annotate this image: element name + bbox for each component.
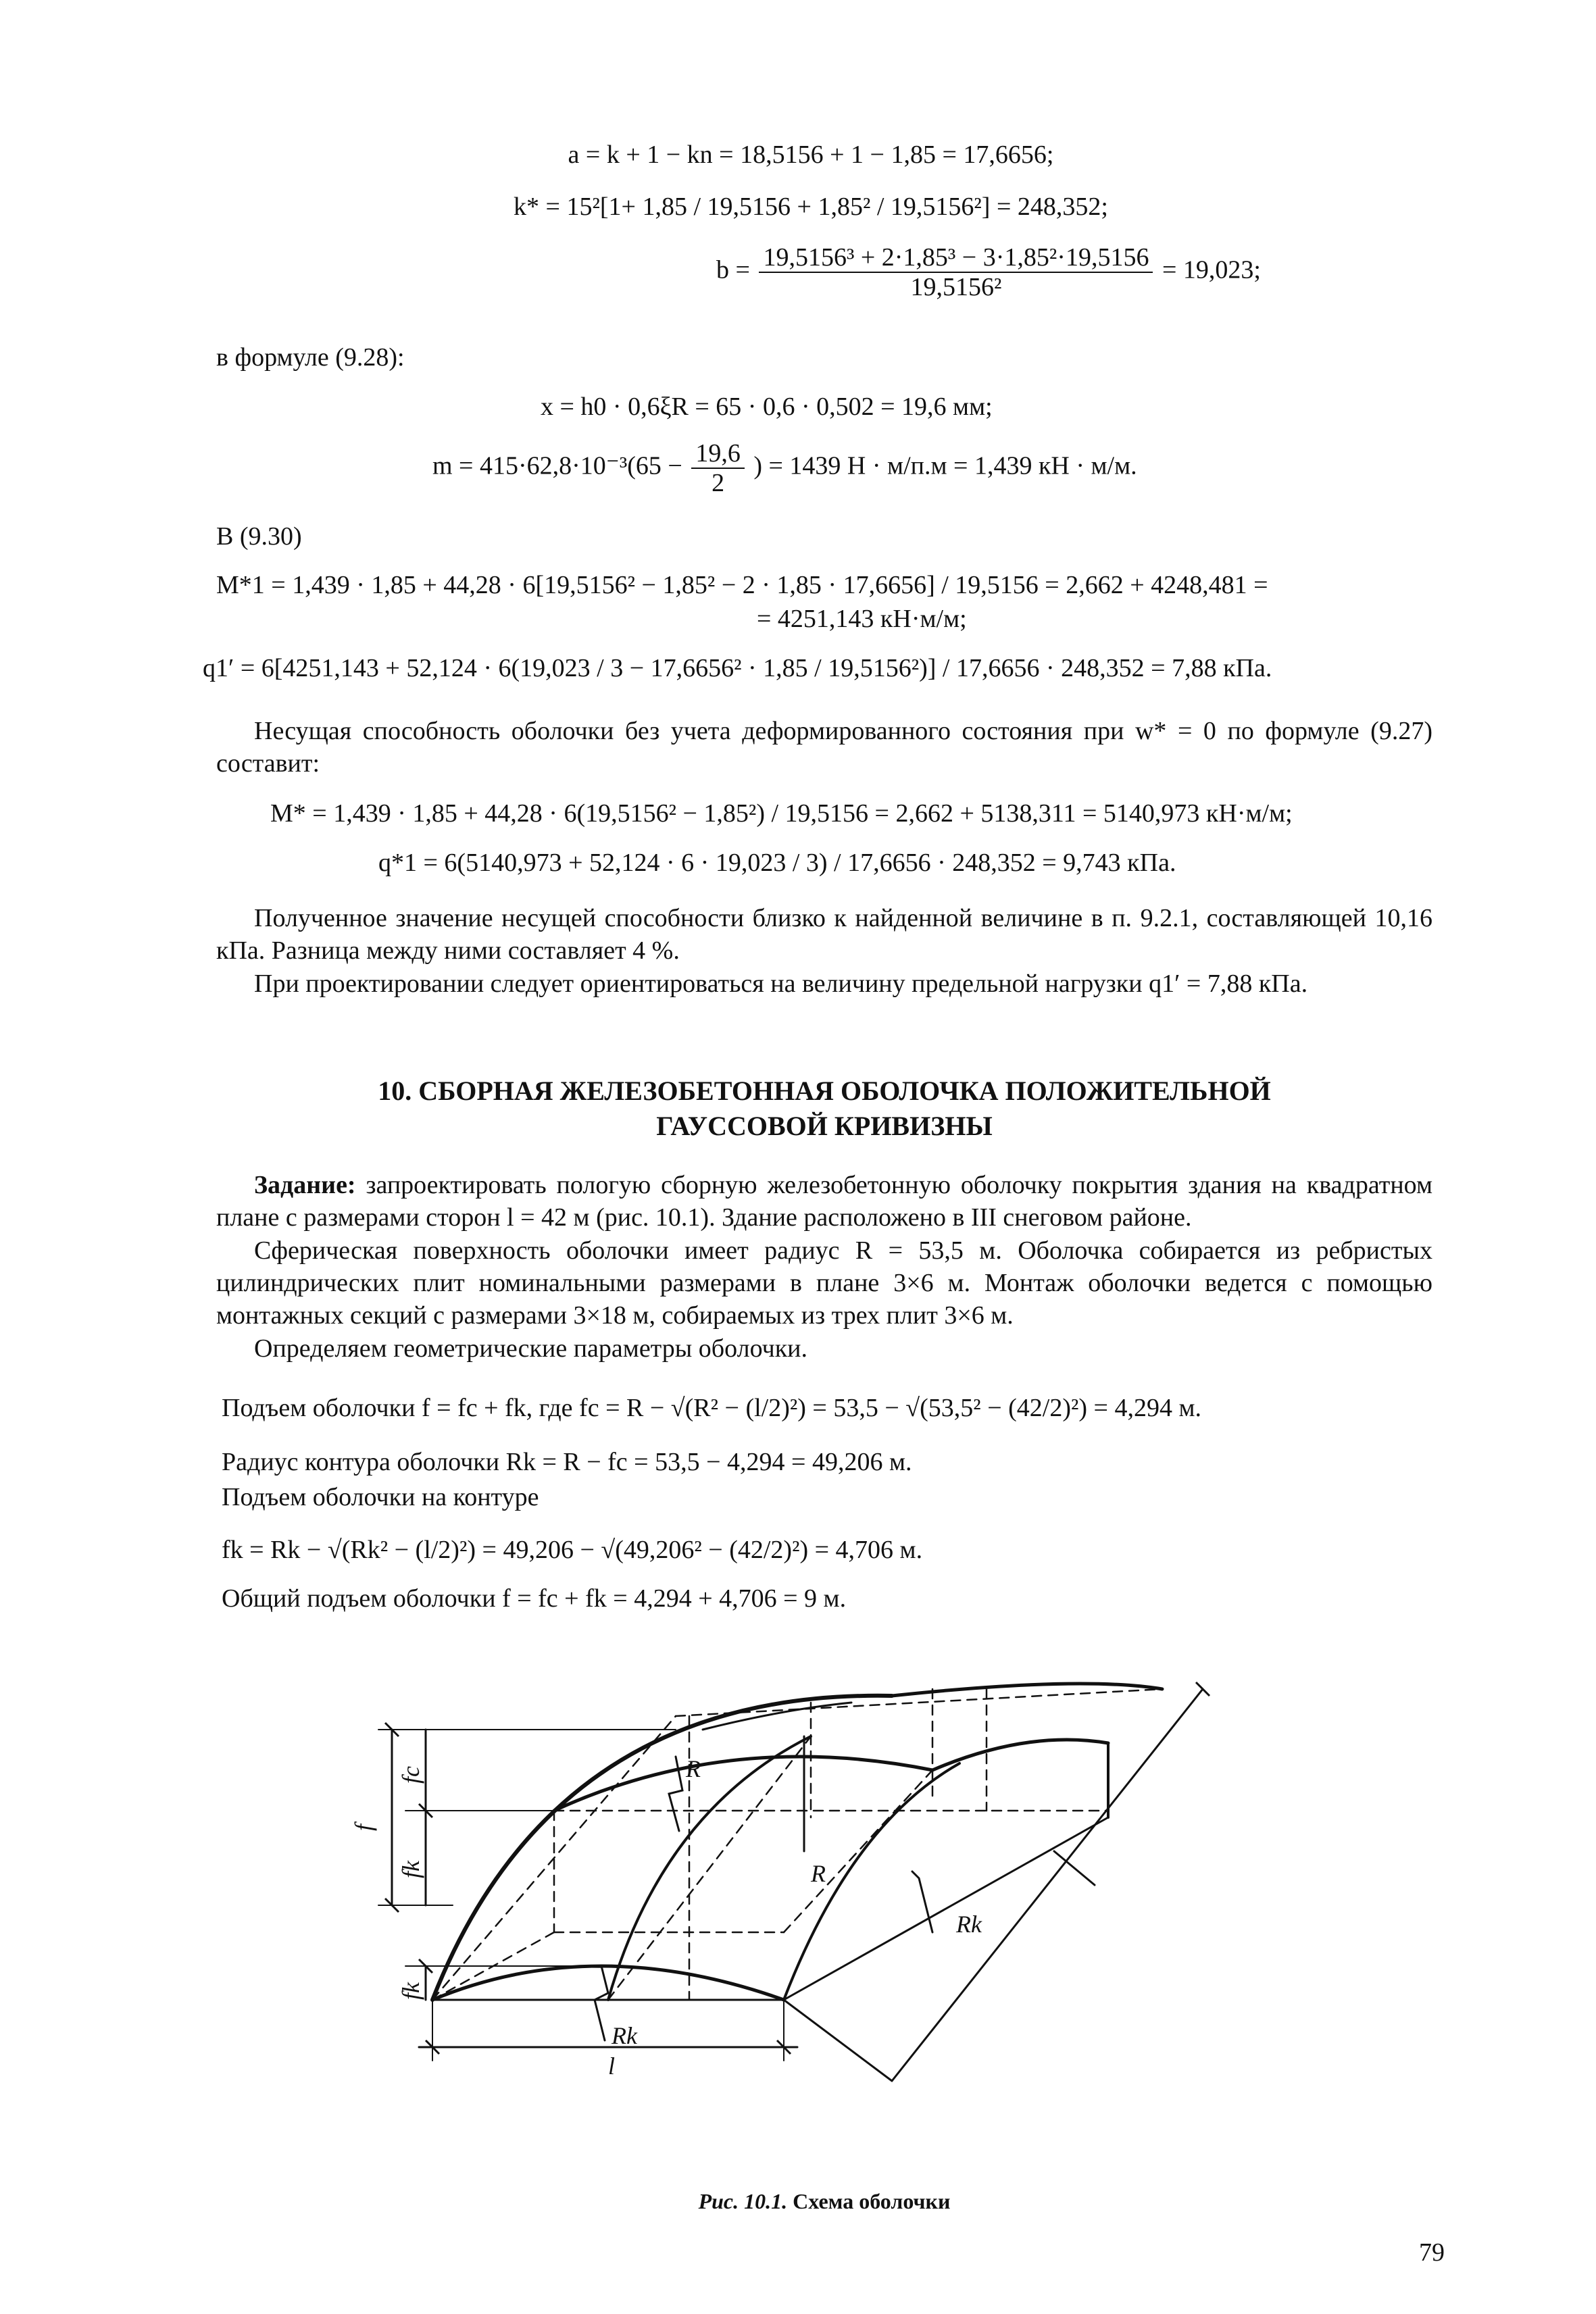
equation-m-numerator: 19,6 [691,439,745,469]
equation-fk: fk = Rk − √(Rk² − (l/2)²) = 49,206 − √(49,206² − (42/2)²) = 4,706 м. [222,1536,923,1564]
label-Rk-bottom: Rk [612,2022,637,2049]
paragraph-result: Полученное значение несущей способности близко к найденной величине в п. 9.2.1, составляющей 10,16 кПа. Разница между ними составляет 4 %. [216,904,1432,965]
equation-b-denominator: 19,5156² [910,273,1002,301]
label-l: l [608,2053,616,2080]
equation-fc: Подъем оболочки f = fc + fk, где fc = R − √(R² − (l/2)²) = 53,5 − √(53,5² − (42/2)²) = 4,294 м. [222,1394,1202,1422]
label-fk-left: fk [397,1861,424,1878]
line-contour-rise: Подъем оболочки на контуре [222,1483,539,1511]
label-R-middle: R [811,1860,826,1887]
shell-bottom-arch [432,1966,784,2000]
figure-caption-text: Схема оболочки [787,2189,951,2213]
shell-scheme-figure [350,1649,1257,2175]
paragraph-task [216,1169,1432,1234]
equation-b: b = $\frac{\text{19,5156³ + 2·1,85³ − 3·1,85²·19,5156}}{\text{19,5156²}}$ = 19,023; [716,243,1261,301]
equation-qstar: q*1 = 6(5140,973 + 52,124 · 6 · 19,023 / 3) / 17,6656 · 248,352 = 9,743 кПа. [378,849,1176,877]
equation-Mstar: M* = 1,439 · 1,85 + 44,28 · 6(19,5156² − 1,85²) / 19,5156 = 2,662 + 5138,311 = 5140,973 кН·м/м; [270,799,1293,828]
label-R-top: R [686,1755,701,1782]
equation-m: m = 415·62,8·10⁻³(65 − $\frac{19,6}{2}$ ) = 1439 Н · м/п.м = 1,439 кН · м/м. [432,439,1137,497]
page-number: 79 [1419,2238,1445,2267]
task-label: Задание: [254,1171,356,1199]
label-f: f [350,1823,377,1831]
figure-caption-number: Рис. 10.1. [698,2189,788,2213]
paragraph-design: При проектировании следует ориентироваться на величину предельной нагрузки q1′ = 7,88 кПа. [254,970,1308,998]
equation-x: x = h0 · 0,6ξR = 65 · 0,6 · 0,502 = 19,6 мм; [541,393,993,421]
label-fk-bottom: fk [397,1982,424,2000]
figure-caption [216,2188,1432,2215]
paragraph-geometry: Определяем геометрические параметры оболочки. [254,1334,808,1363]
equation-kstar: k* = 15²[1+ 1,85 / 19,5156 + 1,85² / 19,5156²] = 248,352; [514,193,1108,221]
equation-m-denominator: 2 [712,469,725,497]
section-heading-line1: 10. СБОРНАЯ ЖЕЛЕЗОБЕТОННАЯ ОБОЛОЧКА ПОЛОЖИТЕЛЬНОЙ [378,1076,1271,1106]
equation-Rk: Радиус контура оболочки Rk = R − fc = 53,5 − 4,294 = 49,206 м. [222,1448,912,1476]
label-Rk-right: Rk [956,1911,982,1938]
paragraph-sphere: Сферическая поверхность оболочки имеет радиус R = 53,5 м. Оболочка собирается из ребристых цилиндрических плит номинальными размерами в плане 3×6 м. Монтаж оболочки ведется с помощью монтажных секций с размерами 3×18 м, собираемых из трех плит 3×6 м. [216,1236,1432,1330]
equation-M1-line2: = 4251,143 кН·м/м; [757,605,967,633]
shell-front-arch [432,1696,892,2000]
task-text: запроектировать пологую сборную железобетонную оболочку покрытия здания на квадратном плане с размерами сторон l = 42 м (рис. 10.1). Здание расположено в III снеговом районе. [216,1171,1432,1232]
intro-formula-928: в формуле (9.28): [216,343,405,372]
intro-formula-930: В (9.30) [216,522,302,551]
equation-total-rise: Общий подъем оболочки f = fc + fk = 4,294 + 4,706 = 9 м. [222,1584,847,1613]
label-fc: fc [397,1766,424,1784]
equation-b-numerator: 19,5156³ + 2·1,85³ − 3·1,85²·19,5156 [759,243,1153,273]
equation-q1: q1′ = 6[4251,143 + 52,124 · 6(19,023 / 3 − 17,6656² · 1,85 / 19,5156²)] / 17,6656 · 248,352 = 7,88 кПа. [203,654,1272,682]
equation-a: a = k + 1 − kn = 18,5156 + 1 − 1,85 = 17,6656; [568,141,1054,169]
paragraph-capacity: Несущая способность оболочки без учета деформированного состояния при w* = 0 по формуле (9.27) составит: [216,717,1432,778]
section-heading-line2: ГАУССОВОЙ КРИВИЗНЫ [656,1111,993,1141]
equation-M1-line1: M*1 = 1,439 · 1,85 + 44,28 · 6[19,5156² − 1,85² − 2 · 1,85 · 17,6656] / 19,5156 = 2,662 + 4248,481 = [216,571,1268,599]
